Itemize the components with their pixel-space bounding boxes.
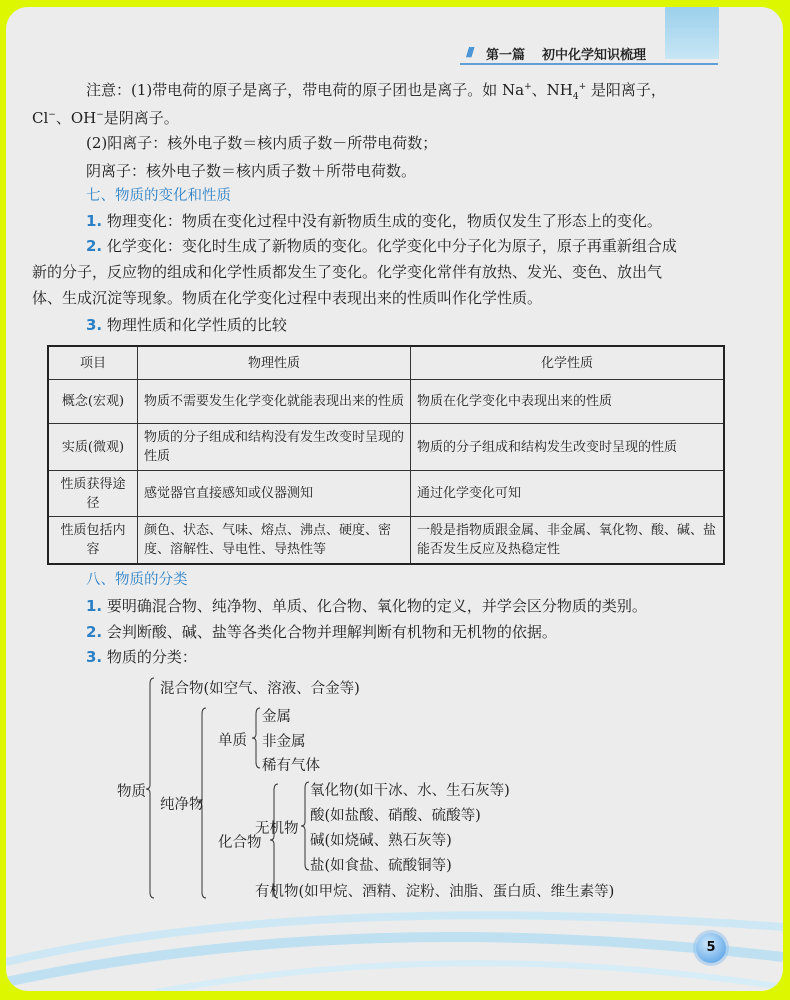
brace-root (146, 678, 154, 898)
table-cell: 性质包括内容 (48, 517, 138, 564)
tree-inorganic-item: 碱(如烧碱、熟石灰等) (310, 833, 452, 849)
table-cell: 颜色、状态、气味、熔点、沸点、硬度、密度、溶解性、导电性、导热性等 (138, 517, 411, 564)
section7-item-3: 3. 物理性质和化学性质的比较 (86, 316, 287, 334)
header-part: 第一篇 (486, 48, 526, 63)
table-cell: 感觉器官直接感知或仪器测知 (138, 471, 411, 517)
table-header: 项目 (48, 346, 138, 380)
brace-element (252, 708, 260, 768)
header-title: 初中化学知识梳理 (542, 48, 647, 63)
tree-element: 单质 (218, 733, 247, 749)
table-cell: 一般是指物质跟金属、非金属、氧化物、酸、碱、盐能否发生反应及热稳定性 (411, 517, 725, 564)
tree-mixture: 混合物(如空气、溶液、合金等) (160, 681, 360, 697)
page-number: 5 (696, 933, 726, 963)
section8-heading: 八、物质的分类 (86, 572, 188, 588)
decorative-swoosh (6, 887, 783, 991)
note-line-3: (2)阳离子：核外电子数＝核内质子数－所带电荷数； (86, 134, 438, 152)
tree-element-item: 稀有气体 (262, 758, 320, 774)
tree-element-item: 金属 (262, 709, 291, 725)
brace-inorganic (301, 782, 309, 870)
table-cell: 物质不需要发生化学变化就能表现出来的性质 (138, 380, 411, 424)
section7-item-2: 2. 化学变化：变化时生成了新物质的变化。化学变化中分子化为原子，原子再重新组合成 (86, 237, 677, 255)
section7-item-2-cont: 新的分子，反应物的组成和化学性质都发生了变化。化学变化常伴有放热、发光、变色、放出气 (32, 263, 663, 281)
book-page (6, 7, 783, 991)
table-cell: 通过化学变化可知 (411, 471, 725, 517)
table-cell: 物质在化学变化中表现出来的性质 (411, 380, 725, 424)
tree-organic: 有机物(如甲烷、酒精、淀粉、油脂、蛋白质、维生素等) (255, 884, 615, 900)
table-cell: 实质(微观) (48, 424, 138, 471)
stripes-icon: //// (466, 45, 472, 59)
note-line-1: 注意：(1)带电荷的原子是离子，带电荷的原子团也是离子。如 Na+、$NH_4^+$ 是阳离子， (86, 81, 666, 102)
table-cell: 物质的分子组成和结构发生改变时呈现的性质 (411, 424, 725, 471)
table-cell: 概念(宏观) (48, 380, 138, 424)
tree-inorganic-item: 盐(如食盐、硫酸铜等) (310, 858, 452, 874)
tree-pure: 纯净物 (160, 797, 204, 813)
tree-inorganic-item: 氧化物(如干冰、水、生石灰等) (310, 783, 510, 799)
table-cell: 性质获得途径 (48, 471, 138, 517)
table-cell: 物质的分子组成和结构没有发生改变时呈现的性质 (138, 424, 411, 471)
note-line-2: Cl−、OH−是阴离子。 (32, 109, 179, 127)
section8-item-3: 3. 物质的分类： (86, 648, 197, 666)
section8-item-1: 1. 要明确混合物、纯净物、单质、化合物、氧化物的定义，并学会区分物质的类别。 (86, 597, 647, 615)
table-header: 物理性质 (138, 346, 411, 380)
section7-heading: 七、物质的变化和性质 (86, 188, 231, 204)
section7-item-1: 1. 物理变化：物质在变化过程中没有新物质生成的变化，物质仅发生了形态上的变化。 (86, 212, 662, 230)
tree-compound: 化合物 (218, 835, 262, 851)
note-line-4: 阴离子：核外电子数＝核内质子数＋所带电荷数。 (86, 162, 417, 180)
section7-item-2-cont: 体、生成沉淀等现象。物质在化学变化过程中表现出来的性质叫作化学性质。 (32, 289, 543, 307)
tree-root: 物质 (117, 784, 146, 800)
tree-element-item: 非金属 (262, 734, 306, 750)
tree-inorganic: 无机物 (255, 821, 299, 837)
section8-item-2: 2. 会判断酸、碱、盐等各类化合物并理解判断有机物和无机物的依据。 (86, 623, 557, 641)
tree-inorganic-item: 酸(如盐酸、硝酸、硫酸等) (310, 808, 481, 824)
table-header: 化学性质 (411, 346, 725, 380)
